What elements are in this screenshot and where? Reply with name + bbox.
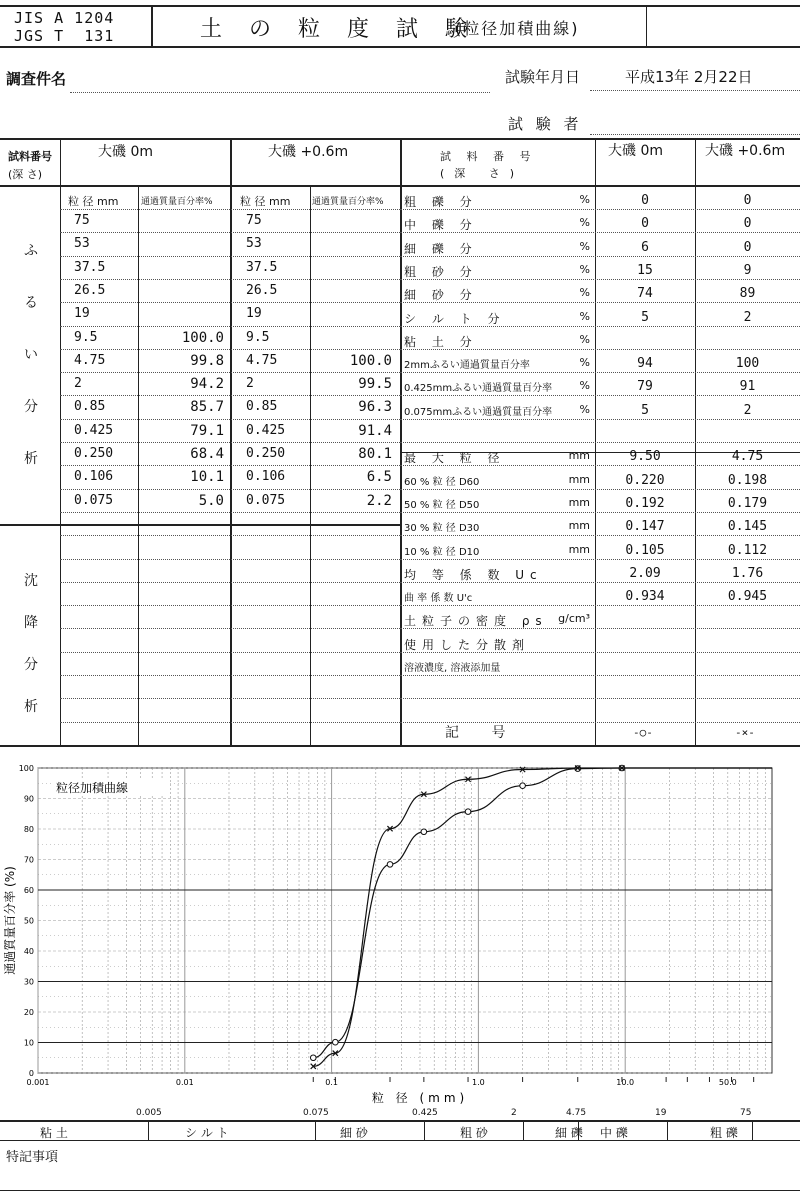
x-tick-label: 1.0 bbox=[472, 1078, 485, 1087]
passing-percent: 94.2 bbox=[190, 376, 224, 393]
data-point-circle bbox=[333, 1039, 339, 1045]
value-sample2: 89 bbox=[739, 286, 756, 302]
soil-class-label: 粘 土 bbox=[40, 1126, 68, 1140]
sieve-size: 26.5 bbox=[74, 282, 106, 298]
row-divider bbox=[60, 326, 400, 327]
row-divider bbox=[400, 698, 800, 699]
sieve-analysis-label-char: ふ bbox=[24, 243, 38, 259]
sample1-name-left: 大磯 0m bbox=[98, 144, 153, 160]
soil-class-label: 粗 礫 bbox=[710, 1126, 738, 1140]
y-tick-label: 70 bbox=[23, 855, 34, 865]
page-subtitle: (粒径加積曲線) bbox=[455, 19, 580, 38]
page-title: 土 の 粒 度 試 験 bbox=[200, 17, 477, 42]
property-label: シ ル ト 分 bbox=[404, 311, 506, 326]
property-label: 粗 砂 分 bbox=[404, 264, 478, 279]
property-label: 細 礫 分 bbox=[404, 241, 478, 256]
y-tick-label: 0 bbox=[28, 1069, 34, 1078]
soil-class-label: 細 砂 bbox=[340, 1126, 368, 1140]
sieve-size: 53 bbox=[74, 236, 90, 252]
col-pass-2: 通過質量百分率% bbox=[312, 197, 384, 207]
value-sample2: 91 bbox=[739, 379, 756, 395]
x-tick-label: 0.1 bbox=[325, 1078, 338, 1087]
row-divider bbox=[60, 256, 400, 257]
scale-divider bbox=[523, 1120, 524, 1140]
scale-divider bbox=[148, 1120, 149, 1140]
scale-size-label: 75 bbox=[740, 1108, 752, 1118]
sieve-size: 0.075 bbox=[74, 492, 114, 508]
row-divider bbox=[400, 535, 800, 536]
y-axis-label: 通過質量百分率 (%) bbox=[3, 866, 17, 975]
sieve-size: 0.250 bbox=[74, 446, 114, 461]
row-divider bbox=[60, 628, 400, 629]
passing-percent: 96.3 bbox=[358, 399, 392, 416]
value-sample1: 0.147 bbox=[625, 519, 665, 535]
passing-percent: 68.4 bbox=[190, 446, 224, 462]
passing-percent: 6.5 bbox=[366, 469, 392, 486]
y-tick-label: 20 bbox=[23, 1008, 34, 1017]
tester-label: 試 験 者 bbox=[508, 115, 583, 133]
value-sample2: 0 bbox=[743, 239, 752, 255]
sample1-name-right: 大磯 0m bbox=[608, 143, 663, 159]
sieve-size: 0.425 bbox=[246, 422, 286, 438]
value-sample1: 0.105 bbox=[625, 542, 665, 558]
sieve-size: 0.85 bbox=[246, 399, 278, 415]
property-label: 0.075mmふるい通過質量百分率 bbox=[404, 406, 553, 418]
x-axis-label: 粒 径 (mm) bbox=[371, 1091, 469, 1105]
property-unit: g/cm³ bbox=[558, 612, 590, 626]
passing-percent: 91.4 bbox=[358, 422, 392, 439]
value-sample2: 0.945 bbox=[727, 589, 768, 605]
scale-divider bbox=[424, 1120, 425, 1140]
survey-name-label: 調査件名 bbox=[6, 70, 67, 88]
value-sample1: 0.192 bbox=[625, 495, 665, 511]
value-sample1: 74 bbox=[637, 286, 653, 302]
scale-size-label: 0.005 bbox=[136, 1108, 162, 1118]
row-divider bbox=[60, 372, 400, 373]
row-divider bbox=[400, 372, 800, 373]
property-label: 2mmふるい通過質量百分率 bbox=[404, 360, 530, 372]
sieve-size: 75 bbox=[74, 213, 90, 228]
property-label: 曲 率 係 数 U'c bbox=[404, 593, 473, 605]
x-tick-label: 0.01 bbox=[175, 1078, 194, 1087]
col-size-2: 粒 径 mm bbox=[240, 195, 291, 208]
value-sample2: 2 bbox=[743, 402, 752, 418]
row-divider bbox=[60, 465, 400, 466]
y-tick-label: 10 bbox=[23, 1038, 34, 1048]
sieve-analysis-label-char: 分 bbox=[24, 399, 38, 415]
sieve-size: 0.075 bbox=[246, 492, 286, 508]
row-divider bbox=[400, 395, 800, 396]
data-point-circle bbox=[421, 829, 427, 835]
soil-class-label: 中 礫 bbox=[600, 1126, 628, 1140]
sieve-size: 4.75 bbox=[74, 352, 106, 368]
passing-percent: 80.1 bbox=[358, 446, 392, 462]
row-divider bbox=[60, 535, 400, 536]
property-unit: % bbox=[579, 239, 590, 253]
passing-percent: 100.0 bbox=[349, 352, 392, 369]
property-label: 粘 土 分 bbox=[404, 334, 478, 349]
row-divider bbox=[400, 512, 800, 513]
soil-class-label: 粗 砂 bbox=[460, 1126, 488, 1140]
scale-size-label: 0.425 bbox=[412, 1108, 438, 1118]
value-sample2: 0.179 bbox=[727, 495, 768, 511]
property-label: 30 % 粒 径 D30 bbox=[404, 523, 480, 535]
right-header-label: 試 料 番 号 bbox=[440, 150, 537, 163]
sieve-size: 0.85 bbox=[74, 399, 106, 415]
value-sample2: 0.112 bbox=[727, 542, 768, 558]
symbol-label: 記 号 bbox=[445, 725, 520, 741]
row-divider bbox=[60, 698, 400, 699]
value-sample1: 6 bbox=[641, 239, 649, 255]
value-sample1: 0 bbox=[641, 193, 649, 208]
row-divider bbox=[60, 722, 400, 723]
row-divider bbox=[60, 605, 400, 606]
value-sample2: 0 bbox=[743, 193, 752, 208]
value-sample1: 15 bbox=[637, 262, 653, 278]
row-divider bbox=[60, 489, 400, 490]
value-sample2: 9 bbox=[743, 262, 752, 278]
sample2-name-left: 大磯 +0.6m bbox=[268, 144, 349, 160]
row-divider bbox=[60, 675, 400, 676]
property-unit: % bbox=[579, 309, 590, 323]
property-label: 中 礫 分 bbox=[404, 218, 478, 233]
passing-percent: 10.1 bbox=[190, 469, 224, 486]
property-unit: % bbox=[579, 216, 590, 230]
series-line bbox=[313, 768, 772, 1058]
property-unit: % bbox=[579, 332, 590, 346]
sample2-name-right: 大磯 +0.6m bbox=[705, 143, 786, 159]
sample-number-label: 試料番号 bbox=[8, 150, 52, 163]
sieve-analysis-label-char: る bbox=[24, 295, 38, 311]
data-point-circle bbox=[387, 862, 393, 868]
value-sample1: 0 bbox=[641, 216, 649, 232]
x-tick-label: 10.0 bbox=[616, 1078, 635, 1087]
property-unit: mm bbox=[568, 449, 590, 463]
row-divider bbox=[400, 675, 800, 676]
row-divider bbox=[400, 605, 800, 606]
right-header-depth: (深 さ) bbox=[440, 167, 525, 180]
value-sample2: 1.76 bbox=[731, 565, 764, 581]
sieve-size: 37.5 bbox=[74, 259, 106, 275]
sieve-size: 26.5 bbox=[246, 282, 278, 298]
passing-percent: 85.7 bbox=[190, 399, 224, 416]
soil-class-label: シ ル ト bbox=[185, 1126, 229, 1140]
row-divider bbox=[60, 232, 400, 233]
property-label: 50 % 粒 径 D50 bbox=[404, 499, 480, 511]
data-point-circle bbox=[310, 1055, 316, 1061]
passing-percent: 5.0 bbox=[198, 492, 224, 509]
scale-divider bbox=[315, 1120, 316, 1140]
property-label: 使用した分散剤 bbox=[404, 637, 531, 652]
value-sample2: 100 bbox=[735, 356, 760, 372]
sedimentation-label-char: 分 bbox=[24, 657, 38, 673]
row-divider bbox=[400, 442, 800, 443]
row-divider bbox=[60, 279, 400, 280]
value-sample2: 0.198 bbox=[727, 472, 768, 488]
y-tick-label: 40 bbox=[23, 947, 34, 956]
sieve-size: 0.425 bbox=[74, 422, 114, 438]
sieve-size: 9.5 bbox=[246, 329, 270, 345]
property-unit: mm bbox=[568, 542, 590, 556]
scale-divider bbox=[667, 1120, 668, 1140]
passing-percent: 79.1 bbox=[190, 422, 224, 439]
sieve-size: 2 bbox=[74, 376, 82, 392]
scale-size-label: 19 bbox=[655, 1108, 667, 1118]
row-divider bbox=[400, 419, 800, 420]
sedimentation-label-char: 降 bbox=[24, 615, 38, 631]
scale-size-label: 0.075 bbox=[303, 1108, 329, 1118]
standard-jis: JIS A 1204 bbox=[14, 9, 115, 27]
row-divider bbox=[400, 559, 800, 560]
property-unit: mm bbox=[568, 472, 590, 486]
test-date-label: 試験年月日 bbox=[505, 68, 581, 86]
property-unit: % bbox=[579, 262, 590, 276]
value-sample1: 0.220 bbox=[625, 472, 665, 488]
property-unit: mm bbox=[568, 519, 590, 533]
property-unit: % bbox=[579, 379, 590, 393]
x-tick-label: 50.0 bbox=[718, 1078, 737, 1087]
sieve-size: 19 bbox=[246, 306, 262, 322]
value-sample1: 94 bbox=[637, 356, 653, 372]
sedimentation-label-char: 析 bbox=[24, 699, 38, 715]
y-tick-label: 50 bbox=[23, 916, 34, 926]
row-divider bbox=[400, 489, 800, 490]
sieve-size: 75 bbox=[246, 213, 262, 228]
sieve-size: 0.250 bbox=[246, 446, 286, 461]
row-divider bbox=[60, 442, 400, 443]
y-tick-label: 30 bbox=[23, 977, 34, 987]
passing-percent: 99.5 bbox=[358, 376, 392, 393]
sieve-size: 9.5 bbox=[74, 329, 98, 345]
property-label: 0.425mmふるい通過質量百分率 bbox=[404, 383, 553, 395]
sieve-size: 4.75 bbox=[246, 352, 278, 368]
scale-divider bbox=[752, 1120, 753, 1140]
sieve-size: 0.106 bbox=[74, 469, 114, 485]
col-pass-1: 通過質量百分率% bbox=[141, 197, 213, 207]
property-label: 最 大 粒 径 bbox=[404, 451, 506, 466]
value-sample1: 9.50 bbox=[629, 449, 661, 465]
value-sample2: 2 bbox=[743, 309, 752, 325]
sieve-size: 0.106 bbox=[246, 469, 286, 485]
test-date-value: 平成13年 2月22日 bbox=[625, 68, 753, 86]
value-sample2: 4.75 bbox=[731, 449, 764, 465]
row-divider bbox=[60, 559, 400, 560]
passing-percent: 2.2 bbox=[366, 492, 392, 509]
value-sample2: 0 bbox=[743, 216, 752, 232]
sieve-analysis-label-char: い bbox=[24, 347, 38, 363]
property-label: 10 % 粒 径 D10 bbox=[404, 546, 480, 558]
sieve-size: 53 bbox=[246, 236, 262, 252]
chart-title: 粒径加積曲線 bbox=[56, 781, 129, 795]
property-label: 土粒子の密度 ρs bbox=[404, 614, 548, 629]
y-tick-label: 90 bbox=[23, 794, 34, 804]
value-sample1: 0.934 bbox=[625, 589, 665, 605]
sieve-analysis-label-char: 析 bbox=[24, 451, 38, 467]
col-size-1: 粒 径 mm bbox=[68, 195, 119, 208]
row-divider bbox=[60, 652, 400, 653]
grain-size-chart bbox=[0, 750, 800, 1116]
scale-size-label: 4.75 bbox=[566, 1108, 587, 1118]
passing-percent: 100.0 bbox=[181, 329, 224, 346]
property-label: 均 等 係 数 Uc bbox=[404, 567, 543, 582]
row-divider bbox=[60, 419, 400, 420]
row-divider bbox=[60, 349, 400, 350]
symbol-sample1: -○- bbox=[633, 726, 653, 739]
row-divider bbox=[60, 209, 400, 210]
property-unit: mm bbox=[568, 495, 590, 509]
row-divider bbox=[60, 582, 400, 583]
y-tick-label: 100 bbox=[18, 764, 34, 773]
value-sample1: 5 bbox=[641, 309, 649, 325]
data-point-circle bbox=[465, 809, 471, 815]
row-divider bbox=[60, 302, 400, 303]
data-point-circle bbox=[520, 783, 526, 789]
property-label: 粗 礫 分 bbox=[404, 195, 478, 209]
property-unit: % bbox=[579, 356, 590, 370]
property-label: 60 % 粒 径 D60 bbox=[404, 476, 480, 488]
y-tick-label: 60 bbox=[23, 886, 34, 895]
y-tick-label: 80 bbox=[23, 825, 34, 834]
property-unit: % bbox=[579, 286, 590, 300]
x-tick-label: 0.001 bbox=[26, 1078, 50, 1087]
soil-class-label: 細 礫 bbox=[555, 1126, 583, 1140]
symbol-sample2: -×- bbox=[735, 726, 755, 739]
property-label: 細 砂 分 bbox=[404, 288, 478, 303]
value-sample1: 2.09 bbox=[629, 565, 661, 581]
value-sample2: 0.145 bbox=[727, 519, 768, 535]
value-sample1: 5 bbox=[641, 402, 649, 418]
sieve-size: 37.5 bbox=[246, 259, 278, 275]
sieve-size: 19 bbox=[74, 306, 90, 322]
sieve-size: 2 bbox=[246, 376, 254, 392]
remarks-label: 特記事項 bbox=[6, 1150, 59, 1165]
standard-jgs: JGS T 131 bbox=[14, 27, 115, 45]
property-unit: % bbox=[579, 193, 590, 206]
sedimentation-label-char: 沈 bbox=[24, 573, 38, 589]
row-divider bbox=[60, 395, 400, 396]
property-unit: % bbox=[579, 402, 590, 416]
value-sample1: 79 bbox=[637, 379, 653, 395]
property-label: 溶液濃度, 溶液添加量 bbox=[404, 663, 501, 674]
row-divider bbox=[60, 512, 400, 513]
passing-percent: 99.8 bbox=[190, 352, 224, 369]
depth-label: (深 さ) bbox=[8, 168, 43, 181]
scale-size-label: 2 bbox=[511, 1108, 517, 1118]
series-line bbox=[313, 768, 772, 1066]
